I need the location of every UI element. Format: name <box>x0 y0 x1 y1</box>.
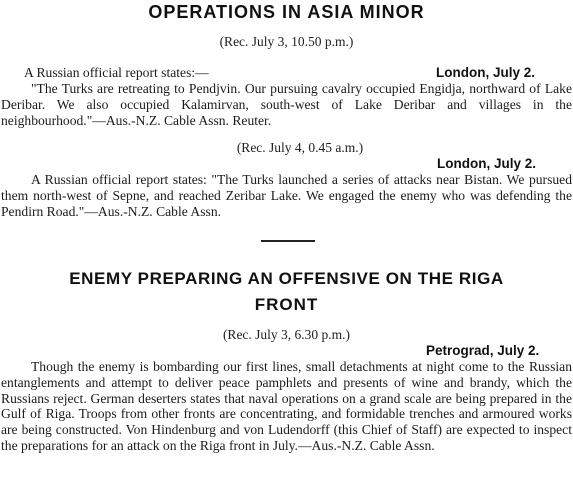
section-divider <box>261 240 315 242</box>
intro-line: A Russian official report states:— <box>24 65 209 80</box>
headline-riga-line-2: FRONT <box>254 295 319 314</box>
dateline-petrograd: Petrograd, July 2. <box>426 343 540 358</box>
headline-operations-asia-minor: OPERATIONS IN ASIA MINOR <box>148 2 425 22</box>
dispatch-text-2: A Russian official report states: "The Turks launched a series of attacks near Bistan. We pursued them north-west of Sepne, and reached Zeribar Lake. We engaged the enemy who was defending the Pendirn Road."—Aus.-N.Z. Cable Assn. <box>1 172 572 219</box>
received-time-3: (Rec. July 3, 6.30 p.m.) <box>222 327 351 342</box>
dispatch-text-1: "The Turks are retreating to Pendjvin. Our pursuing cavalry occupied Engidja, northward of Lake Deribar. We also occupied Kalamirvan, south-west of Lake Deribar and villages in the neighbourhood."—Aus.-N.Z. Cable Assn. Reuter. <box>1 81 572 128</box>
dispatch-text-3: Though the enemy is bombarding our first lines, small detachments at night come to the Russian entanglements and attempt to deliver peace pamphlets and presents of wine and brandy, which the Russians reject. German deserters states that naval operations on a grand scale are being prepared in the Gulf of Riga. Troops from other fronts are concentrating, and formidable trenches and armoured works are being constructed. Von Hindenburg and von Ludendorff (this Chief of Staff) are expected to inspect the preparations for an attack on the Riga front in July.—Aus.-N.Z. Cable Assn. <box>1 359 572 453</box>
received-time-2: (Rec. July 4, 0.45 a.m.) <box>236 140 364 155</box>
dispatch-body-2 <box>1 172 572 219</box>
dispatch-body-3 <box>1 359 572 454</box>
dateline-london-1: London, July 2. <box>436 65 536 80</box>
dispatch-body-1 <box>1 81 572 128</box>
headline-riga-line-1: ENEMY PREPARING AN OFFENSIVE ON THE RIGA <box>69 269 504 288</box>
received-time-1: (Rec. July 3, 10.50 p.m.) <box>219 34 354 49</box>
dateline-london-2: London, July 2. <box>437 156 537 171</box>
